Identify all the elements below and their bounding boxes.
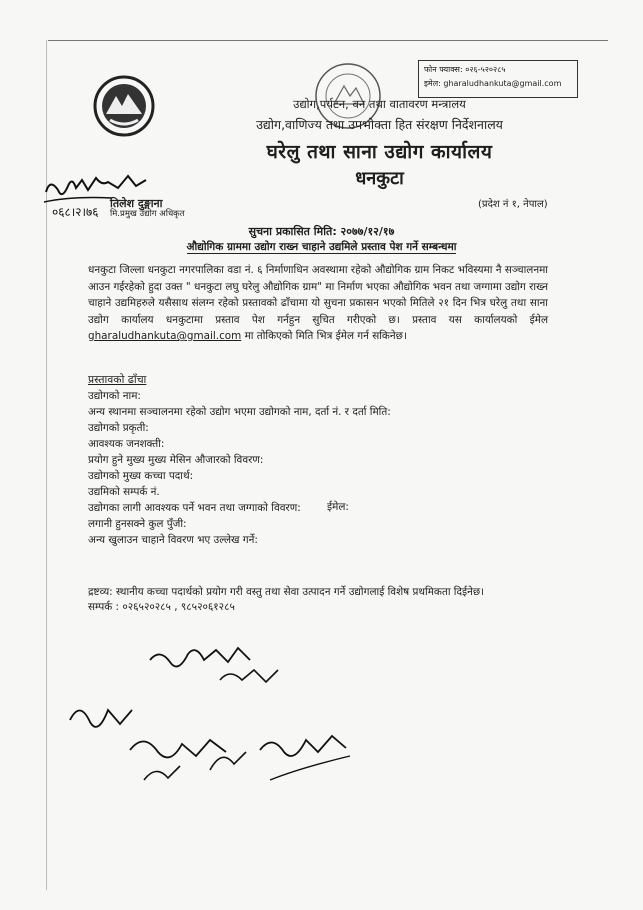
form-field: उद्योगको प्रकृती: [88, 422, 149, 434]
notice-date: सुचना प्रकासित मिति: २०७७/१२/१७ [248, 225, 395, 238]
form-field-list [88, 388, 391, 548]
form-field: उद्योगका लागी आवश्यक पर्ने भवन तथा जग्गाको विवरण: [88, 502, 301, 514]
district-name: धनकुटा [355, 168, 404, 189]
form-title: प्रस्तावको ढाँचा [88, 373, 147, 386]
handwritten-signatures-icon [60, 640, 360, 790]
province-label: (प्रदेश नं १, नेपाल) [478, 199, 548, 210]
contact-phone: फोन फ्याक्स: ०२६-५२०२८५ [424, 65, 506, 74]
form-field: प्रयोग हुने मुख्य मुख्य मेसिन औजारको विवरण: [88, 454, 264, 466]
notice-subject-text: औद्योगिक ग्राममा उद्योग राख्न चाहाने उद्यमिले प्रस्ताव पेश गर्ने सम्बन्धमा [186, 241, 457, 253]
contact-box [418, 60, 578, 98]
svg-text:०६८।२।७६: ०६८।२।७६ [52, 205, 99, 219]
contact-email: इमेल: gharaludhankuta@gmail.com [424, 79, 562, 88]
office-name: घरेलु तथा साना उद्योग कार्यालय [266, 141, 493, 163]
ministry-name: उद्योग,पर्यटन, वन तथा वातावरण मन्त्रालय [293, 97, 466, 111]
notice-body-part2: मा तोकिएको मिति भित्र ईमेल गर्न सकिनेछ। [241, 330, 407, 342]
directorate-name: उद्योग,वाणिज्य तथा उपभोक्ता हित संरक्षण निर्देशनालय [256, 117, 503, 132]
top-rule [48, 40, 608, 41]
officer-title: मि.प्रमुख उद्योग अधिकृत [110, 209, 185, 219]
form-field: अन्य स्थानमा सञ्चालनमा रहेको उद्योग भएमा उद्योगको नाम, दर्ता नं. र दर्ता मिति: [88, 406, 391, 418]
officer-name: तिलेश दुङ्गाना [110, 197, 163, 210]
notice-body-part1: धनकुटा जिल्ला धनकुटा नगरपालिका वडा नं. ६ निर्माणाधिन अवस्थामा रहेको औद्योगिक ग्राम निकट भविस्यमा नै सञ्चालनमा आउन गईरहेको हुदा उक्त " धनकुटा लघु घरेलु औद्योगिक ग्राम" मा निर्माण भएका औद्योगिक भवन तथा जग्गामा उद्योग राख्न चाहाने उद्यमिहरुले यसैसाथ संलग्न रहेको प्रस्तावको ढाँचामा यो सुचना प्रकासन भएको मितिले २१ दिन भित्र घरेलु तथा साना उद्योग कार्यालय धनकुटामा प्रस्ताव पेश गर्नहुन सुचित गरीएको छ। प्रस्ताव यस कार्यालयको ईमेल [88, 264, 548, 326]
officer-stamp [110, 198, 185, 220]
form-field: उद्योगको मुख्य कच्चा पदार्थ: [88, 470, 194, 482]
form-email-label: ईमेल: [327, 501, 349, 513]
form-field: लगानी हुनसक्ने कुल पुँजी: [88, 518, 187, 530]
form-field: उद्यमिको सम्पर्क नं. [88, 486, 160, 498]
form-field: उद्योगको नाम: [88, 390, 141, 402]
form-field: अन्य खुलाउन चाहाने विवरण भए उल्लेख गर्ने: [88, 534, 258, 546]
note: द्रष्टव्य: स्थानीय कच्चा पदार्थको प्रयोग गरी वस्तु तथा सेवा उत्पादन गर्ने उद्योगलाई विशेष प्रथमिकता दिईनेछ। [88, 586, 485, 598]
form-field: आवश्यक जनशक्ती: [88, 438, 165, 450]
notice-body [88, 262, 548, 345]
notice-subject [0, 240, 643, 254]
contact-line: सम्पर्क : ०२६५२०२८५ , ९८५२०६१२८५ [88, 601, 235, 613]
notice-email-link[interactable]: gharaludhankuta@gmail.com [88, 330, 242, 342]
